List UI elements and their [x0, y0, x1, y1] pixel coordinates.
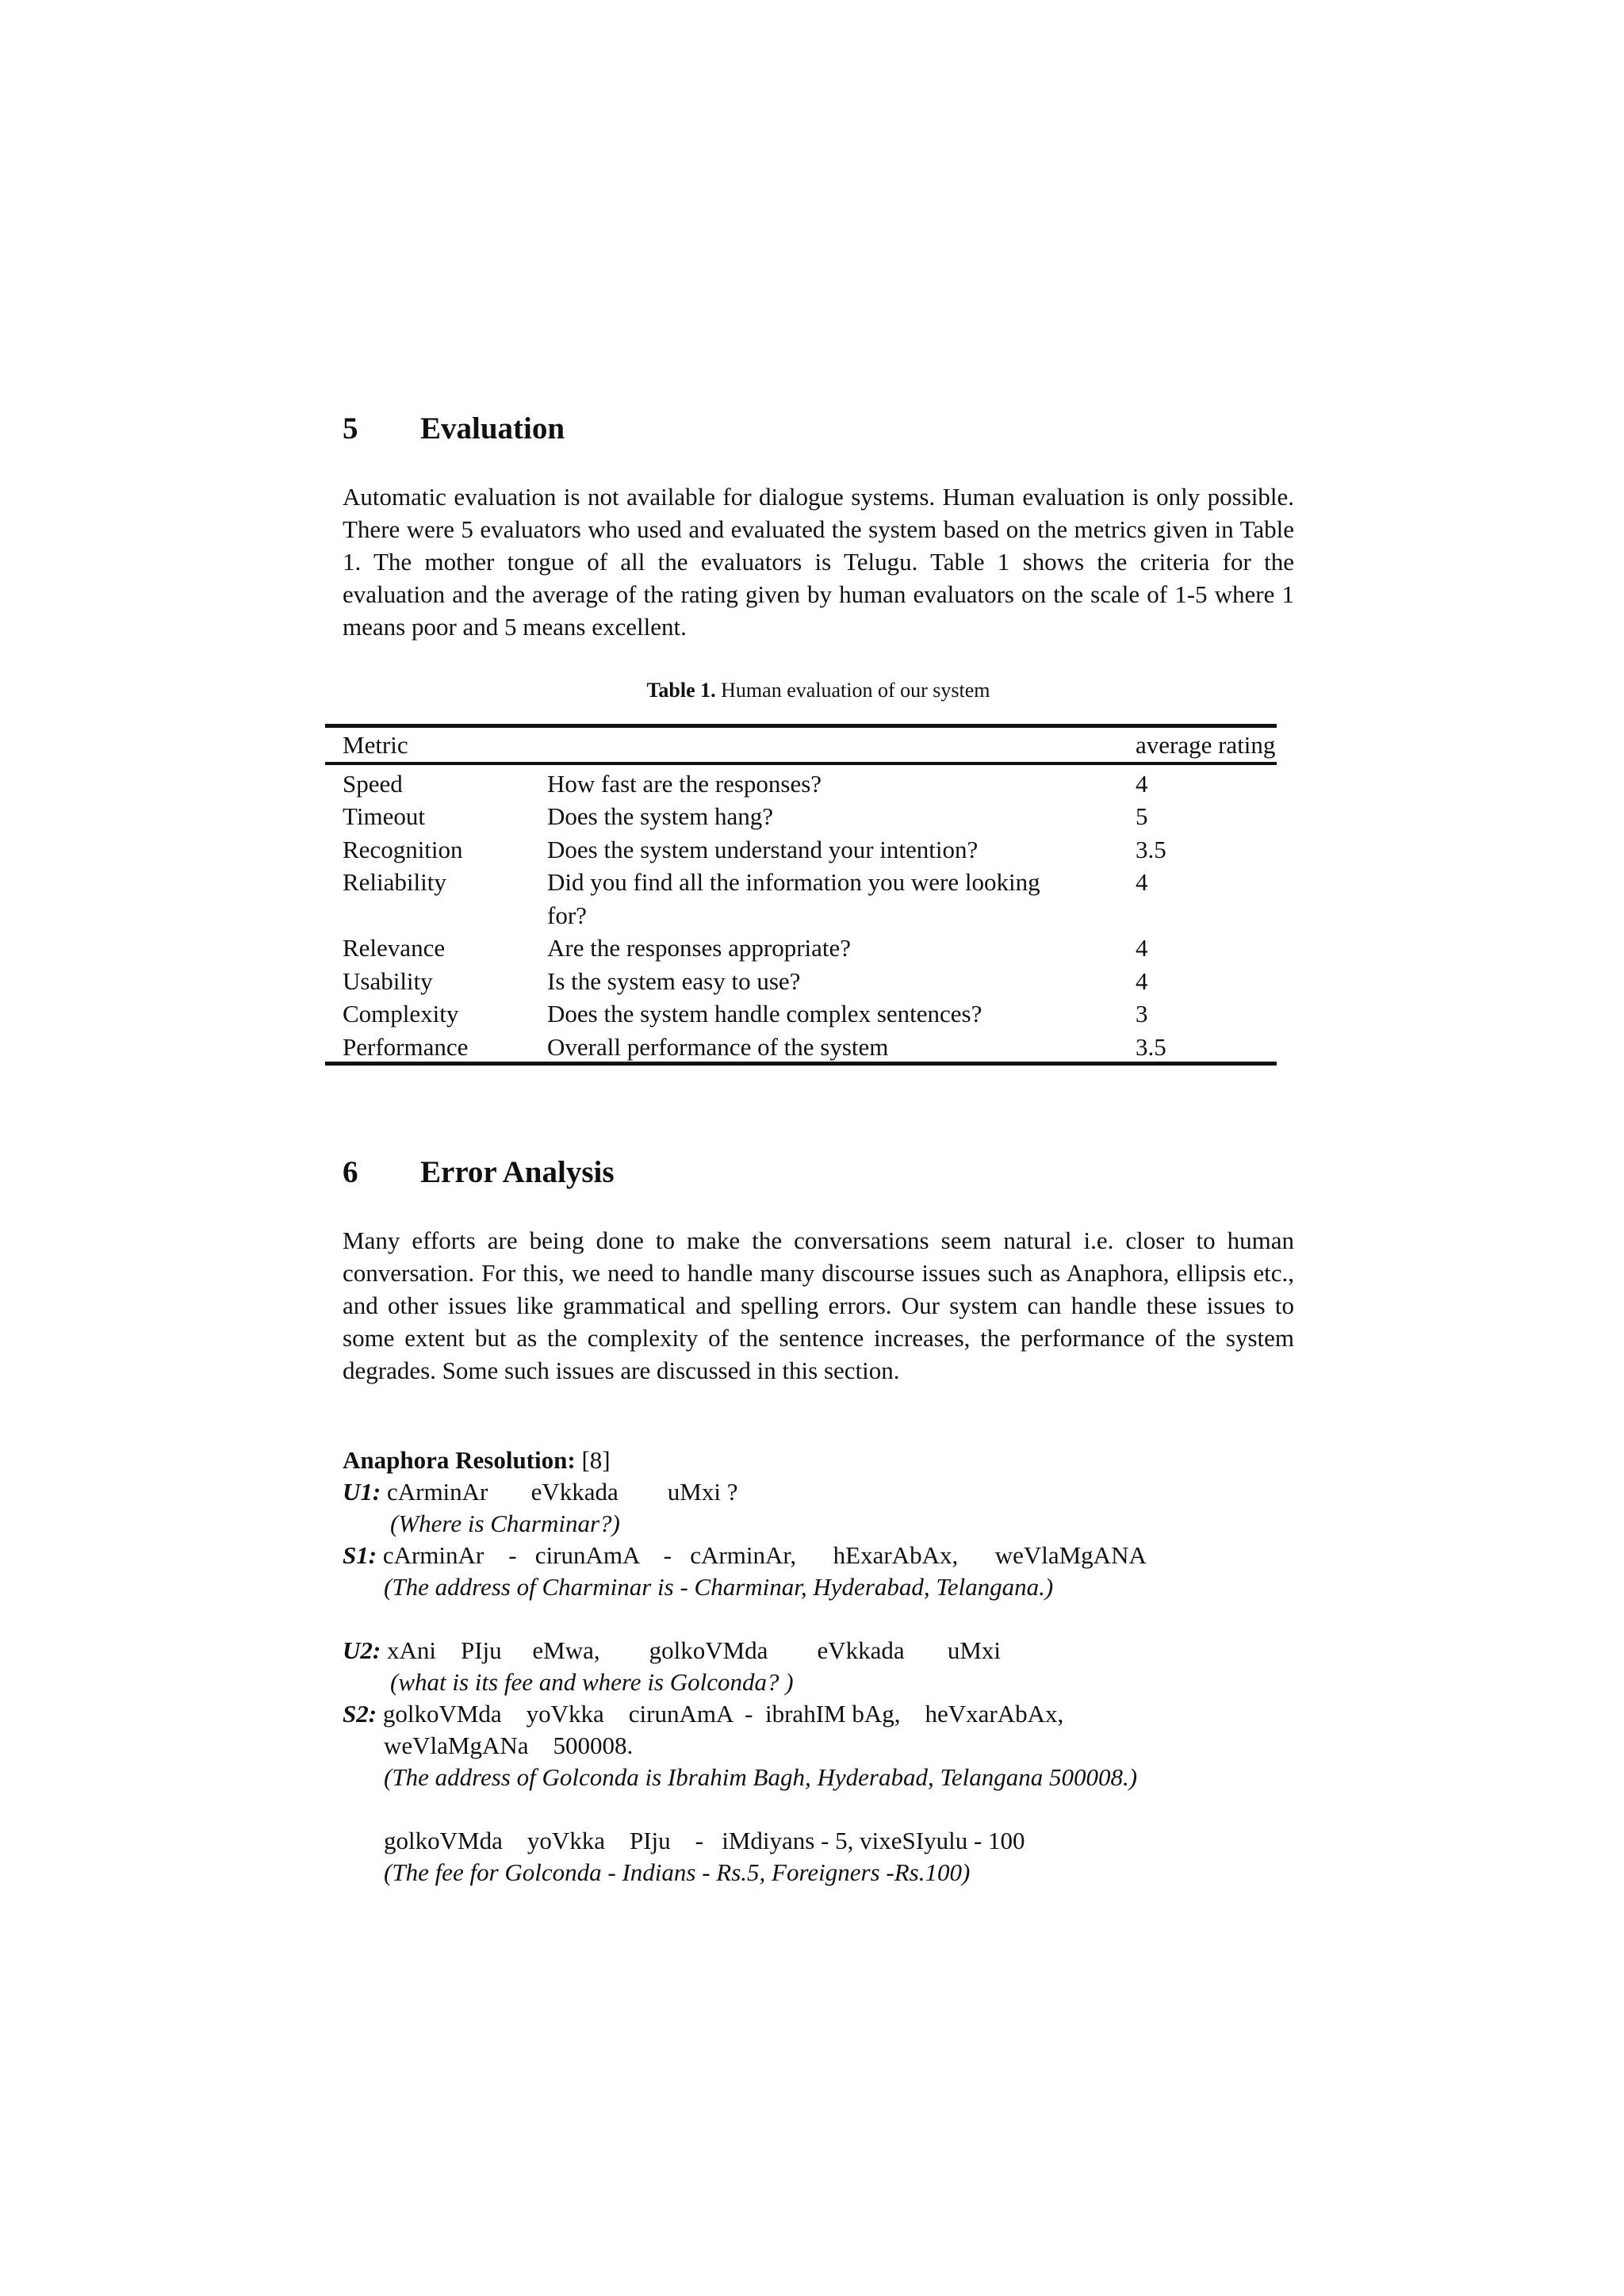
- rating-cell: 3: [1136, 1000, 1148, 1027]
- table-row: [325, 767, 1277, 801]
- metric-cell: Speed: [343, 769, 403, 798]
- speaker-label: U2:: [343, 1636, 381, 1664]
- metric-cell: Performance: [343, 1032, 469, 1061]
- utterance-text: golkoVMda yoVkka cirunAmA - ibrahIM bAg, heVxarAbAx,: [377, 1700, 1064, 1728]
- speaker-label: S1:: [343, 1541, 377, 1569]
- utterance-text: cArminAr eVkkada uMxi ?: [381, 1478, 738, 1506]
- u2-translation: (what is its fee and where is Golconda? ): [390, 1668, 794, 1696]
- question-cell: Does the system understand your intention?: [547, 835, 979, 863]
- table-row: [325, 932, 1277, 965]
- anaphora-heading: [343, 1445, 611, 1476]
- speaker-label: U1:: [343, 1478, 381, 1506]
- dialogue-u2: [343, 1635, 1001, 1667]
- table-row: [325, 1031, 1277, 1064]
- evaluation-paragraph: Automatic evaluation is not available for dialogue systems. Human evaluation is only possible. There were 5 evaluators who used and evaluated the system based on the metrics given in Table 1. The mother tongue of all the evaluators is Telugu. Table 1 shows the criteria for the evaluation and the average of the rating given by human evaluators on the scale of 1-5 where 1 means poor and 5 means excellent.: [343, 483, 1294, 641]
- header-question: [530, 728, 1118, 763]
- dialogue-s2: [343, 1698, 1063, 1730]
- question-cell: Is the system easy to use?: [547, 966, 801, 995]
- speaker-label: S2:: [343, 1700, 377, 1728]
- section-number: 5: [343, 411, 358, 446]
- dialogue-s1: [343, 1540, 1147, 1571]
- metric-cell: Recognition: [343, 835, 463, 863]
- rating-cell: 4: [1136, 868, 1148, 896]
- table-row: [325, 965, 1277, 998]
- section-number: 6: [343, 1155, 358, 1189]
- rating-cell: 4: [1136, 966, 1148, 995]
- question-cell: Does the system hang?: [547, 802, 773, 830]
- anaphora-heading-label: Anaphora Resolution:: [343, 1446, 576, 1474]
- s2-translation: (The address of Golconda is Ibrahim Bagh, Hyderabad, Telangana 500008.): [384, 1763, 1138, 1791]
- question-cell: Overall performance of the system: [547, 1032, 889, 1061]
- question-cell: Are the responses appropriate?: [547, 934, 852, 962]
- rating-cell: 4: [1136, 769, 1148, 798]
- section-title: Evaluation: [420, 411, 565, 446]
- metric-cell: Complexity: [343, 1000, 459, 1027]
- header-metric: Metric: [343, 731, 408, 759]
- section-5-heading: [343, 411, 565, 446]
- rating-cell: 5: [1136, 802, 1148, 830]
- evaluation-table: [325, 728, 1277, 1063]
- section-title: Error Analysis: [420, 1155, 615, 1189]
- fee-translation: (The fee for Golconda - Indians - Rs.5, Foreigners -Rs.100): [384, 1858, 971, 1886]
- rating-cell: 3.5: [1136, 835, 1166, 863]
- fee-utterance: golkoVMda yoVkka PIju - iMdiyans - 5, vixeSIyulu - 100: [384, 1827, 1025, 1854]
- table-caption-text: Human evaluation of our system: [721, 679, 990, 702]
- s1-translation: (The address of Charminar is - Charminar, Hyderabad, Telangana.): [384, 1573, 1054, 1601]
- metric-cell: Timeout: [343, 802, 425, 830]
- table-caption: [343, 679, 1294, 702]
- utterance-text: cArminAr - cirunAmA - cArminAr, hExarAbAx, weVlaMgANA: [377, 1541, 1147, 1569]
- table-row: [325, 833, 1277, 867]
- utterance-text: xAni PIju eMwa, golkoVMda eVkkada uMxi: [381, 1636, 1002, 1664]
- header-rating: average rating: [1136, 731, 1276, 759]
- rating-cell: 3.5: [1136, 1032, 1166, 1061]
- u1-translation: (Where is Charminar?): [390, 1510, 620, 1537]
- question-cell: Does the system handle complex sentences?: [547, 1000, 982, 1027]
- error-analysis-paragraph: Many efforts are being done to make the conversations seem natural i.e. closer to human conversation. For this, we need to handle many discourse issues such as Anaphora, ellipsis etc., and other issues like grammatical and spelling errors. Our system can handle these issues to some extent but as the complexity of the sentence increases, the performance of the system degrades. Some such issues are discussed in this section.: [343, 1226, 1294, 1384]
- table-row: [325, 800, 1277, 833]
- table-header-row: [325, 728, 1277, 763]
- rating-cell: 4: [1136, 934, 1148, 962]
- metric-cell: Usability: [343, 966, 433, 995]
- table-row: [325, 866, 1277, 932]
- metric-cell: Relevance: [343, 934, 446, 962]
- section-6-heading: [343, 1154, 615, 1190]
- anaphora-reference: [8]: [575, 1446, 611, 1474]
- s2-continuation: weVlaMgANa 500008.: [384, 1732, 634, 1759]
- dialogue-u1: [343, 1476, 737, 1508]
- question-cell: How fast are the responses?: [547, 769, 822, 798]
- table-caption-label: Table 1.: [646, 679, 716, 702]
- question-cell: Did you find all the information you were looking for?: [547, 868, 1040, 929]
- metric-cell: Reliability: [343, 868, 446, 896]
- table-row: [325, 997, 1277, 1031]
